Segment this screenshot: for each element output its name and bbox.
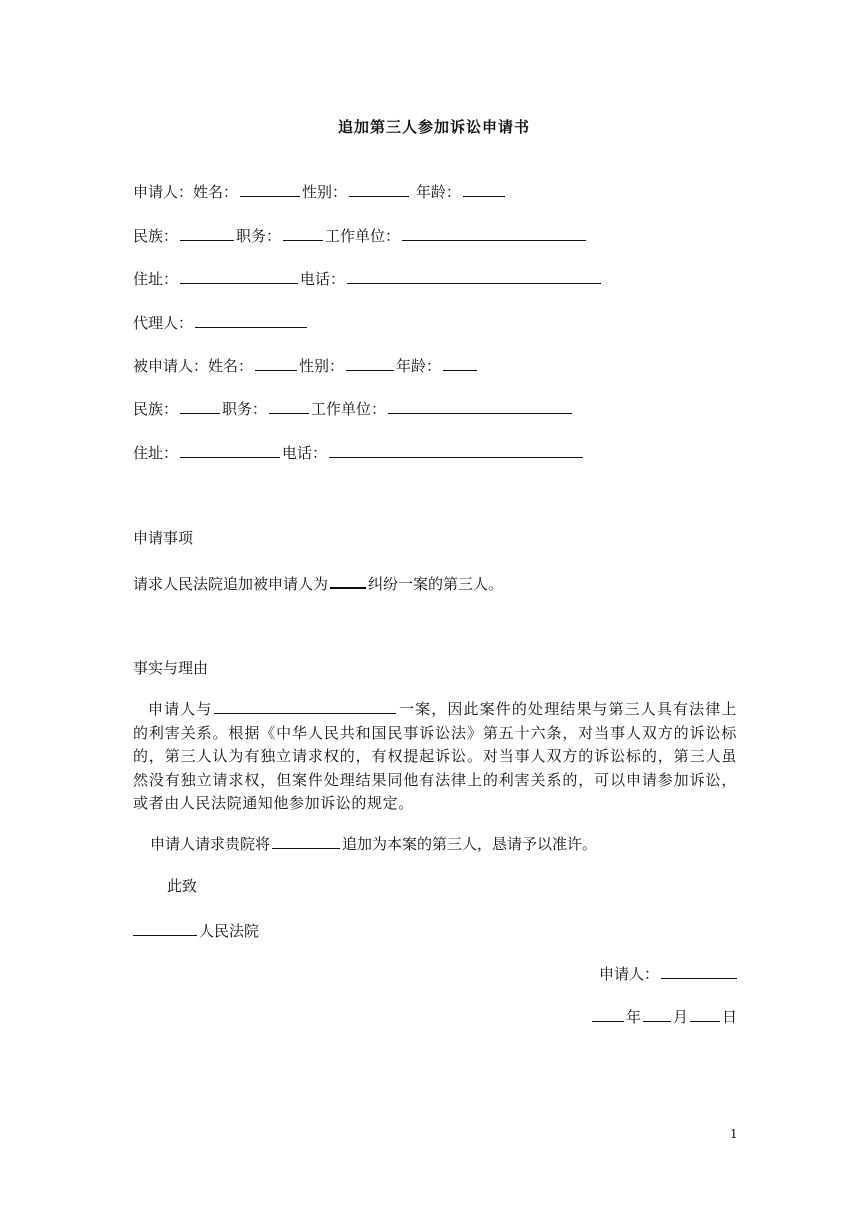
page-number: 1 [730, 1127, 738, 1141]
month-label: 月 [672, 1008, 688, 1026]
matters-heading: 申请事项 [133, 529, 194, 547]
facts-heading: 事实与理由 [133, 659, 209, 677]
applicant-gender-field[interactable] [349, 181, 409, 197]
date-line [590, 1006, 737, 1027]
month-field[interactable] [643, 1006, 671, 1022]
phone-label: 电话： [300, 270, 346, 288]
ethnicity-label: 民族： [133, 227, 179, 245]
agent-row [133, 312, 309, 333]
signature-field[interactable] [661, 963, 737, 979]
respondent-ethnicity-field[interactable] [180, 398, 220, 414]
court-line [133, 920, 259, 941]
year-label: 年 [625, 1008, 641, 1026]
employer-label: 工作单位： [311, 400, 387, 418]
signature-label: 申请人： [598, 965, 659, 983]
facts-paragraph-1 [133, 698, 737, 816]
respondent-row-1 [133, 355, 479, 376]
respondent-row-3 [133, 442, 585, 463]
applicant-employer-field[interactable] [402, 225, 586, 241]
respondent-gender-field[interactable] [346, 355, 394, 371]
address-label: 住址： [133, 270, 179, 288]
facts-p1-before: 申请人与 [148, 700, 213, 718]
applicant-position-field[interactable] [283, 225, 323, 241]
applicant-address-field[interactable] [180, 268, 298, 284]
matters-text [133, 572, 503, 594]
case-party-field[interactable] [214, 698, 396, 714]
document-title: 追加第三人参加诉讼申请书 [337, 118, 530, 136]
applicant-label: 申请人： [133, 183, 194, 201]
respondent-position-field[interactable] [269, 398, 309, 414]
facts-paragraph-2 [150, 833, 597, 854]
salutation: 此致 [167, 877, 198, 895]
respondent-employer-field[interactable] [388, 398, 572, 414]
position-label: 职务： [236, 227, 282, 245]
facts-p2-after: 追加为本案的第三人，恳请予以准许。 [342, 835, 598, 853]
agent-label: 代理人： [133, 314, 194, 332]
name-label: 姓名： [193, 183, 239, 201]
age-label: 年龄： [415, 183, 461, 201]
respondent-label: 被申请人： [133, 357, 209, 375]
respondent-name-field[interactable] [255, 355, 297, 371]
facts-p1-after: 一案，因此案件的处理结果与第三人具有法律上的利害关系。根据《中华人民共和国民事诉讼法》第五十六条，对当事人双方的诉讼标的，第三人认为有独立请求权的，有权提起诉讼。对当事人双方的诉讼标的，第三人虽然没有独立请求权，但案件处理结果同他有法律上的利害关系的，可以申请参加诉讼，或者由人民法院通知他参加诉讼的规定。 [133, 700, 737, 812]
respondent-address-field[interactable] [180, 442, 280, 458]
applicant-ethnicity-field[interactable] [180, 225, 234, 241]
matters-text-before: 请求人民法院追加被申请人为 [133, 575, 329, 593]
applicant-row-1 [133, 181, 507, 202]
third-party-field[interactable] [272, 833, 340, 849]
signature-line [599, 963, 737, 984]
applicant-age-field[interactable] [463, 181, 505, 197]
respondent-age-field[interactable] [443, 355, 477, 371]
day-field[interactable] [690, 1006, 720, 1022]
gender-label: 性别： [302, 183, 348, 201]
age-label: 年龄： [396, 357, 442, 375]
position-label: 职务： [222, 400, 268, 418]
court-suffix: 人民法院 [199, 922, 260, 940]
ethnicity-label: 民族： [133, 400, 179, 418]
day-label: 日 [721, 1008, 737, 1026]
respondent-row-2 [133, 398, 574, 419]
applicant-row-2 [133, 225, 588, 246]
matters-text-after: 纠纷一案的第三人。 [368, 575, 504, 593]
respondent-phone-field[interactable] [329, 442, 583, 458]
name-label: 姓名： [208, 357, 254, 375]
year-field[interactable] [592, 1006, 624, 1022]
address-label: 住址： [133, 444, 179, 462]
phone-label: 电话： [282, 444, 328, 462]
facts-p2-before: 申请人请求贵院将 [150, 835, 271, 853]
applicant-name-field[interactable] [240, 181, 300, 197]
employer-label: 工作单位： [325, 227, 401, 245]
court-name-field[interactable] [133, 920, 197, 936]
agent-field[interactable] [195, 312, 307, 328]
gender-label: 性别： [299, 357, 345, 375]
applicant-row-3 [133, 268, 603, 289]
applicant-phone-field[interactable] [347, 268, 601, 284]
dispute-field[interactable] [330, 572, 366, 589]
